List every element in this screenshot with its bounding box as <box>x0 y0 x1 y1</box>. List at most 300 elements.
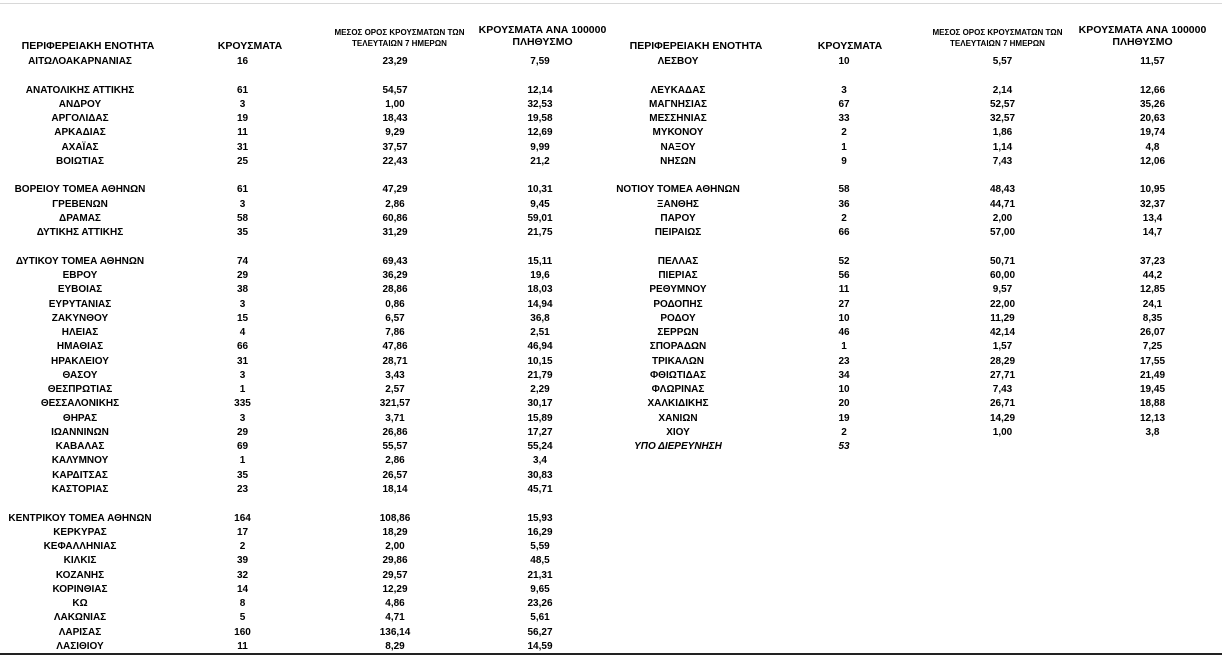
per100k-cell: 12,14 <box>527 84 553 96</box>
avg-cell: 2,86 <box>385 198 405 210</box>
cases-cell: 15 <box>236 312 249 324</box>
avg-cell: 52,57 <box>989 98 1016 110</box>
cases-cell: 61 <box>236 84 249 96</box>
per100k-cell: 23,26 <box>527 598 553 610</box>
region-cell: ΑΝΔΡΟΥ <box>58 98 102 110</box>
cases-cell: 3 <box>239 198 246 210</box>
avg-cell: 47,29 <box>382 184 408 196</box>
per100k-cell: 12,13 <box>1139 412 1166 424</box>
region-cell: ΜΥΚΟΝΟΥ <box>652 127 704 139</box>
per100k-cell: 2,29 <box>530 384 550 396</box>
per100k-cell: 12,85 <box>1139 284 1166 296</box>
table-row <box>598 255 1222 269</box>
left-header-avg <box>322 27 477 49</box>
region-cell: ΓΡΕΒΕΝΩΝ <box>52 198 108 210</box>
cases-cell: 1 <box>841 141 847 153</box>
cases-cell: 160 <box>234 626 251 638</box>
table-row <box>598 412 1222 426</box>
per100k-cell: 15,11 <box>527 255 553 267</box>
table-row <box>598 312 1222 326</box>
per100k-cell: 18,03 <box>527 284 553 296</box>
per100k-cell: 30,83 <box>527 469 553 481</box>
cases-cell: 35 <box>236 227 249 239</box>
region-cell: ΛΑΣΙΘΙΟΥ <box>56 640 104 652</box>
row-spacer <box>0 240 615 254</box>
left-header-per100k-line1: ΚΡΟΥΣΜΑΤΑ ΑΝΑ 100000 <box>478 24 607 36</box>
region-cell: ΔΡΑΜΑΣ <box>59 212 101 224</box>
row-spacer <box>0 69 615 83</box>
per100k-cell: 24,1 <box>1142 298 1163 310</box>
region-cell: ΛΑΡΙΣΑΣ <box>58 626 102 638</box>
table-row <box>0 454 615 468</box>
per100k-cell: 9,99 <box>530 141 550 153</box>
table-row <box>0 611 615 625</box>
per100k-cell: 37,23 <box>1139 255 1166 267</box>
region-cell: ΒΟΡΕΙΟΥ ΤΟΜΕΑ ΑΘΗΝΩΝ <box>14 184 146 196</box>
left-header-avg-line2: ΤΕΛΕΥΤΑΙΩΝ 7 ΗΜΕΡΩΝ <box>352 39 447 48</box>
table-row <box>598 126 1222 140</box>
region-cell: ΙΩΑΝΝΙΝΩΝ <box>51 426 109 438</box>
region-cell: ΚΑΡΔΙΤΣΑΣ <box>52 469 108 481</box>
cases-cell: 67 <box>838 98 850 110</box>
region-cell: ΧΑΛΚΙΔΙΚΗΣ <box>647 398 709 410</box>
table-row <box>0 269 615 283</box>
avg-cell: 1,00 <box>992 426 1013 438</box>
region-cell: ΑΧΑΪΑΣ <box>61 141 99 153</box>
per100k-cell: 10,95 <box>1139 184 1166 196</box>
cases-cell: 27 <box>838 298 850 310</box>
avg-cell: 4,86 <box>385 598 405 610</box>
region-cell: ΠΕΛΛΑΣ <box>657 255 699 267</box>
cases-cell: 23 <box>236 483 249 495</box>
per100k-cell: 12,66 <box>1139 84 1166 96</box>
row-spacer <box>0 497 615 511</box>
region-cell: ΠΑΡΟΥ <box>660 212 696 224</box>
per100k-cell: 21,79 <box>527 369 553 381</box>
avg-cell: 23,29 <box>382 56 408 67</box>
per100k-cell: 16,29 <box>527 526 553 538</box>
table-row <box>598 112 1222 126</box>
per100k-cell: 48,5 <box>530 555 550 567</box>
table-row <box>598 55 1222 69</box>
region-cell: ΝΑΞΟΥ <box>660 141 696 153</box>
region-cell: ΛΑΚΩΝΙΑΣ <box>53 612 107 624</box>
table-row <box>0 369 615 383</box>
per100k-cell: 32,53 <box>527 98 553 110</box>
table-row <box>0 426 615 440</box>
region-cell: ΡΕΘΥΜΝΟΥ <box>649 284 707 296</box>
avg-cell: 31,29 <box>382 227 408 239</box>
per100k-cell: 7,25 <box>1142 341 1163 353</box>
table-row <box>0 540 615 554</box>
per100k-cell: 55,24 <box>527 441 553 453</box>
left-header-cases: ΚΡΟΥΣΜΑΤΑ <box>217 40 283 52</box>
cases-cell: 16 <box>236 56 249 67</box>
per100k-cell: 17,55 <box>1139 355 1166 367</box>
region-cell: ΗΜΑΘΙΑΣ <box>56 341 104 353</box>
cases-cell: 3 <box>239 98 246 110</box>
avg-cell: 28,86 <box>382 284 408 296</box>
table-row <box>0 469 615 483</box>
region-cell: ΚΕΦΑΛΛΗΝΙΑΣ <box>43 541 117 553</box>
cases-cell: 3 <box>841 84 847 96</box>
cases-cell: 14 <box>236 583 249 595</box>
avg-cell: 136,14 <box>379 626 411 638</box>
table-row <box>598 298 1222 312</box>
avg-cell: 4,71 <box>385 612 405 624</box>
table-row <box>598 426 1222 440</box>
row-spacer <box>0 169 615 183</box>
table-row <box>598 340 1222 354</box>
cases-cell: 3 <box>239 412 246 424</box>
region-cell: ΚΑΛΥΜΝΟΥ <box>51 455 109 467</box>
bottom-border <box>0 653 1222 655</box>
region-cell: ΚΑΒΑΛΑΣ <box>55 441 105 453</box>
table-row <box>0 340 615 354</box>
cases-cell: 335 <box>234 398 251 410</box>
cases-cell: 10 <box>838 56 850 67</box>
region-cell: ΗΛΕΙΑΣ <box>61 327 99 339</box>
cases-cell: 33 <box>838 113 850 125</box>
table-row <box>0 226 615 240</box>
table-row <box>598 84 1222 98</box>
region-cell: ΕΥΒΟΙΑΣ <box>57 284 103 296</box>
cases-cell: 10 <box>838 312 850 324</box>
cases-cell: 3 <box>239 369 246 381</box>
per100k-cell: 19,45 <box>1139 384 1166 396</box>
table-row <box>598 198 1222 212</box>
region-cell: ΚΑΣΤΟΡΙΑΣ <box>51 483 109 495</box>
table-row <box>0 512 615 526</box>
per100k-cell: 21,49 <box>1139 369 1166 381</box>
right-header-cases: ΚΡΟΥΣΜΑΤΑ <box>817 40 883 52</box>
per100k-cell: 19,74 <box>1139 127 1166 139</box>
avg-cell: 27,71 <box>989 369 1016 381</box>
region-cell: ΡΟΔΟΥ <box>660 312 696 324</box>
per100k-cell: 35,26 <box>1139 98 1166 110</box>
avg-cell: 60,86 <box>382 212 408 224</box>
avg-cell: 36,29 <box>382 269 408 281</box>
cases-cell: 61 <box>236 184 249 196</box>
cases-cell: 2 <box>841 212 847 224</box>
region-cell: ΑΙΤΩΛΟΑΚΑΡΝΑΝΙΑΣ <box>28 56 132 67</box>
region-cell: ΚΙΛΚΙΣ <box>63 555 97 567</box>
avg-cell: 8,29 <box>385 640 405 652</box>
right-header-per100k <box>1075 24 1210 48</box>
right-header-avg <box>920 27 1075 49</box>
table-row <box>0 112 615 126</box>
cases-cell: 29 <box>236 269 249 281</box>
avg-cell: 1,00 <box>385 98 405 110</box>
avg-cell: 57,00 <box>989 227 1016 239</box>
per100k-cell: 44,2 <box>1142 269 1163 281</box>
region-cell: ΣΠΟΡΑΔΩΝ <box>649 341 707 353</box>
table-row <box>0 597 615 611</box>
cases-cell: 9 <box>841 155 847 167</box>
cases-cell: 74 <box>236 255 249 267</box>
per100k-cell: 21,31 <box>527 569 553 581</box>
avg-cell: 3,43 <box>385 369 405 381</box>
avg-cell: 2,86 <box>385 455 405 467</box>
per100k-cell: 19,6 <box>530 269 550 281</box>
table-row <box>0 283 615 297</box>
table-row <box>0 440 615 454</box>
avg-cell: 26,71 <box>989 398 1016 410</box>
table-row <box>598 141 1222 155</box>
avg-cell: 1,14 <box>992 141 1013 153</box>
region-cell: ΡΟΔΟΠΗΣ <box>653 298 703 310</box>
per100k-cell: 3,4 <box>533 455 547 467</box>
top-border <box>0 3 1222 4</box>
per100k-cell: 2,51 <box>530 327 550 339</box>
avg-cell: 26,57 <box>382 469 408 481</box>
cases-cell: 11 <box>237 640 248 652</box>
cases-cell: 29 <box>236 426 249 438</box>
avg-cell: 5,57 <box>992 56 1013 67</box>
table-row <box>0 255 615 269</box>
region-cell: ΣΕΡΡΩΝ <box>657 327 699 339</box>
row-spacer <box>598 169 1222 183</box>
cases-cell: 58 <box>236 212 249 224</box>
region-cell: ΚΩ <box>72 598 88 610</box>
per100k-cell: 7,59 <box>530 56 550 67</box>
left-header-region: ΠΕΡΙΦΕΡΕΙΑΚΗ ΕΝΟΤΗΤΑ <box>21 40 155 52</box>
region-cell: ΕΥΡΥΤΑΝΙΑΣ <box>48 298 112 310</box>
avg-cell: 7,43 <box>992 155 1013 167</box>
table-row <box>0 98 615 112</box>
table-row <box>598 269 1222 283</box>
avg-cell: 2,57 <box>385 384 405 396</box>
per100k-cell: 21,2 <box>530 155 550 167</box>
cases-cell: 66 <box>236 341 249 353</box>
avg-cell: 44,71 <box>989 198 1016 210</box>
cases-cell: 1 <box>239 384 246 396</box>
avg-cell: 9,29 <box>385 127 405 139</box>
per100k-cell: 14,94 <box>527 298 553 310</box>
per100k-cell: 5,61 <box>530 612 550 624</box>
region-cell: ΑΝΑΤΟΛΙΚΗΣ ΑΤΤΙΚΗΣ <box>25 84 135 96</box>
per100k-cell: 10,15 <box>527 355 553 367</box>
cases-cell: 31 <box>236 141 249 153</box>
cases-cell: 25 <box>236 155 249 167</box>
avg-cell: 2,00 <box>992 212 1013 224</box>
table-row <box>598 98 1222 112</box>
per100k-cell: 36,8 <box>530 312 550 324</box>
table-row <box>0 55 615 69</box>
region-cell: ΑΡΓΟΛΙΔΑΣ <box>51 113 109 125</box>
table-row <box>0 84 615 98</box>
cases-cell: 1 <box>239 455 246 467</box>
right-header-avg-line2: ΤΕΛΕΥΤΑΙΩΝ 7 ΗΜΕΡΩΝ <box>950 39 1045 48</box>
per100k-cell: 3,8 <box>1145 426 1160 438</box>
cases-cell: 11 <box>237 127 248 139</box>
avg-cell: 7,86 <box>385 327 405 339</box>
region-cell: ΜΑΓΝΗΣΙΑΣ <box>648 98 707 110</box>
avg-cell: 32,57 <box>989 113 1016 125</box>
row-spacer <box>598 69 1222 83</box>
region-cell: ΚΕΡΚΥΡΑΣ <box>53 526 107 538</box>
table-row <box>0 141 615 155</box>
avg-cell: 69,43 <box>382 255 408 267</box>
cases-cell: 46 <box>838 327 850 339</box>
per100k-cell: 30,17 <box>527 398 553 410</box>
per100k-cell: 9,65 <box>530 583 550 595</box>
cases-cell: 5 <box>239 612 246 624</box>
region-cell: ΠΕΙΡΑΙΩΣ <box>654 227 702 239</box>
per100k-cell: 9,45 <box>530 198 550 210</box>
per100k-cell: 26,07 <box>1139 327 1166 339</box>
per100k-cell: 8,35 <box>1142 312 1163 324</box>
table-row <box>0 626 615 640</box>
avg-cell: 7,43 <box>992 384 1013 396</box>
left-header-per100k-line2: ΠΛΗΘΥΣΜΟ <box>512 36 573 48</box>
region-cell: ΗΡΑΚΛΕΙΟΥ <box>51 355 109 367</box>
per100k-cell: 12,06 <box>1139 155 1166 167</box>
right-table-body <box>598 55 1222 454</box>
cases-cell: 39 <box>236 555 249 567</box>
per100k-cell: 4,8 <box>1145 141 1160 153</box>
region-cell: ΤΡΙΚΑΛΩΝ <box>652 355 704 367</box>
region-cell: ΖΑΚΥΝΘΟΥ <box>51 312 109 324</box>
table-row <box>0 554 615 568</box>
table-row <box>598 369 1222 383</box>
avg-cell: 26,86 <box>382 426 408 438</box>
cases-cell: 4 <box>239 327 246 339</box>
avg-cell: 12,29 <box>382 583 408 595</box>
table-row <box>0 126 615 140</box>
avg-cell: 0,86 <box>385 298 405 310</box>
region-cell: ΑΡΚΑΔΙΑΣ <box>54 127 106 139</box>
cases-cell: 56 <box>838 269 850 281</box>
cases-cell: 23 <box>838 355 850 367</box>
per100k-cell: 21,75 <box>527 227 553 239</box>
cases-cell: 10 <box>838 384 850 396</box>
per100k-cell: 15,89 <box>527 412 553 424</box>
per100k-cell: 10,31 <box>527 184 553 196</box>
avg-cell: 48,43 <box>989 184 1016 196</box>
table-row <box>598 383 1222 397</box>
region-cell: ΜΕΣΣΗΝΙΑΣ <box>649 113 707 125</box>
per100k-cell: 59,01 <box>527 212 553 224</box>
row-spacer <box>598 240 1222 254</box>
avg-cell: 55,57 <box>382 441 408 453</box>
left-header-avg-line1: ΜΕΣΟΣ ΟΡΟΣ ΚΡΟΥΣΜΑΤΩΝ ΤΩΝ <box>334 28 465 37</box>
region-cell: ΦΘΙΩΤΙΔΑΣ <box>649 369 707 381</box>
right-header-per100k-line1: ΚΡΟΥΣΜΑΤΑ ΑΝΑ 100000 <box>1078 24 1207 36</box>
cases-cell: 8 <box>239 598 246 610</box>
per100k-cell: 46,94 <box>527 341 553 353</box>
per100k-cell: 56,27 <box>527 626 553 638</box>
avg-cell: 2,14 <box>992 84 1013 96</box>
avg-cell: 321,57 <box>379 398 411 410</box>
table-row <box>0 569 615 583</box>
cases-cell: 31 <box>236 355 249 367</box>
cases-cell: 66 <box>838 227 850 239</box>
avg-cell: 37,57 <box>382 141 408 153</box>
cases-cell: 164 <box>234 512 251 524</box>
table-row <box>0 355 615 369</box>
per100k-cell: 17,27 <box>527 426 553 438</box>
table-row <box>0 412 615 426</box>
avg-cell: 29,86 <box>382 555 408 567</box>
table-row <box>0 298 615 312</box>
per100k-cell: 5,59 <box>530 541 550 553</box>
cases-cell: 17 <box>236 526 249 538</box>
cases-cell: 34 <box>838 369 850 381</box>
region-cell: ΛΕΥΚΑΔΑΣ <box>650 84 706 96</box>
table-row <box>0 383 615 397</box>
cases-cell: 36 <box>838 198 850 210</box>
cases-cell: 20 <box>838 398 850 410</box>
cases-cell: 2 <box>239 541 246 553</box>
cases-cell: 52 <box>838 255 850 267</box>
cases-cell: 11 <box>838 284 850 296</box>
left-table-body <box>0 55 615 654</box>
avg-cell: 18,43 <box>382 113 408 125</box>
region-cell: ΔΥΤΙΚΟΥ ΤΟΜΕΑ ΑΘΗΝΩΝ <box>15 255 145 267</box>
table-row <box>0 312 615 326</box>
region-cell: ΞΑΝΘΗΣ <box>657 198 699 210</box>
right-header-per100k-line2: ΠΛΗΘΥΣΜΟ <box>1112 36 1173 48</box>
table-row <box>0 198 615 212</box>
avg-cell: 28,71 <box>382 355 408 367</box>
region-cell: ΧΑΝΙΩΝ <box>658 412 698 424</box>
region-cell: ΘΗΡΑΣ <box>62 412 98 424</box>
per100k-cell: 11,57 <box>1140 56 1165 67</box>
table-row <box>598 326 1222 340</box>
cases-cell: 2 <box>841 426 847 438</box>
region-cell: ΧΙΟΥ <box>666 426 690 438</box>
region-cell: ΔΥΤΙΚΗΣ ΑΤΤΙΚΗΣ <box>36 227 124 239</box>
avg-cell: 60,00 <box>989 269 1016 281</box>
per100k-cell: 15,93 <box>527 512 553 524</box>
table-row <box>598 355 1222 369</box>
per100k-cell: 14,7 <box>1142 227 1163 239</box>
region-cell: ΕΒΡΟΥ <box>62 269 98 281</box>
cases-cell: 69 <box>236 441 249 453</box>
cases-cell: 35 <box>236 469 249 481</box>
region-cell: ΚΟΖΑΝΗΣ <box>55 569 105 581</box>
cases-cell: 1 <box>841 341 847 353</box>
avg-cell: 1,57 <box>992 341 1013 353</box>
table-row <box>0 526 615 540</box>
cases-cell: 38 <box>236 284 249 296</box>
per100k-cell: 13,4 <box>1142 212 1163 224</box>
right-header-avg-line1: ΜΕΣΟΣ ΟΡΟΣ ΚΡΟΥΣΜΑΤΩΝ ΤΩΝ <box>932 28 1063 37</box>
per100k-cell: 45,71 <box>527 483 553 495</box>
table-row <box>598 397 1222 411</box>
per100k-cell: 20,63 <box>1139 113 1166 125</box>
avg-cell: 29,57 <box>382 569 408 581</box>
avg-cell: 2,00 <box>385 541 405 553</box>
table-row <box>598 155 1222 169</box>
avg-cell: 6,57 <box>385 312 405 324</box>
table-row <box>0 397 615 411</box>
avg-cell: 22,43 <box>382 155 408 167</box>
region-cell: ΚΟΡΙΝΘΙΑΣ <box>52 583 108 595</box>
per100k-cell: 14,59 <box>527 640 553 652</box>
avg-cell: 108,86 <box>379 512 411 524</box>
cases-cell: 19 <box>838 412 850 424</box>
cases-cell: 19 <box>236 113 249 125</box>
avg-cell: 50,71 <box>989 255 1016 267</box>
region-cell: ΠΙΕΡΙΑΣ <box>658 269 698 281</box>
avg-cell: 42,14 <box>989 327 1016 339</box>
per100k-cell: 18,88 <box>1139 398 1166 410</box>
table-row <box>0 326 615 340</box>
right-header-region: ΠΕΡΙΦΕΡΕΙΑΚΗ ΕΝΟΤΗΤΑ <box>629 40 763 52</box>
per100k-cell: 32,37 <box>1139 198 1166 210</box>
